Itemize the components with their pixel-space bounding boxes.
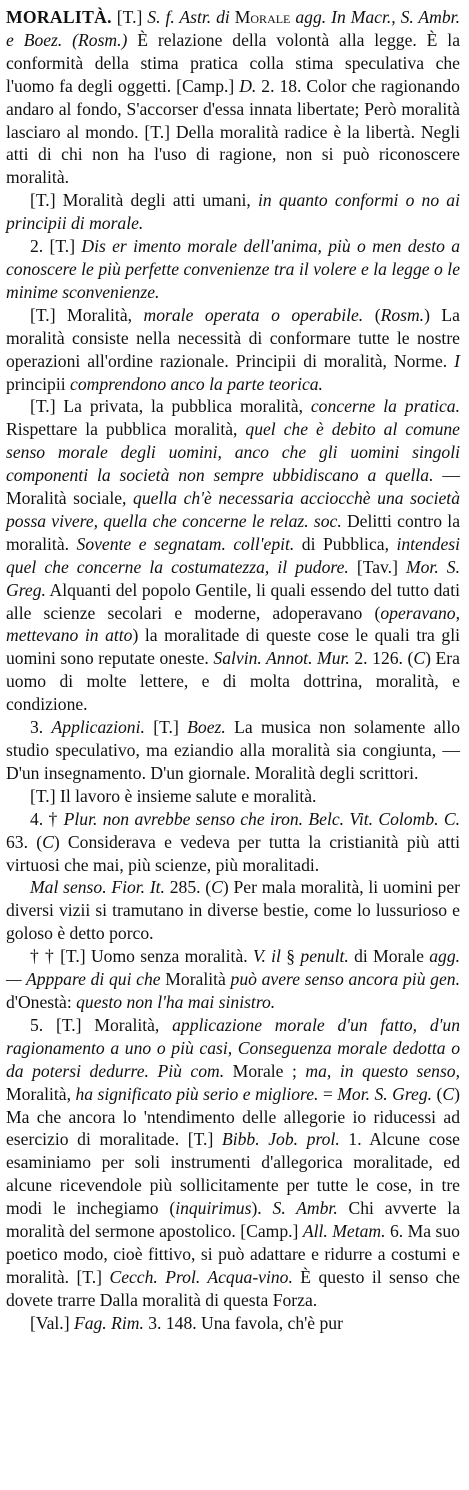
text-segment: [T.] Il lavoro è insieme salute e moralità. <box>30 785 317 806</box>
text-segment: Mal senso. Fior. It. <box>30 877 165 898</box>
text-segment: in quanto conformi o no ai principii di morale. <box>6 190 460 234</box>
text-segment: Sovente e segnatam. coll'epit. <box>76 533 295 554</box>
text-segment: principii <box>6 373 71 394</box>
text-segment: d'Onestà: <box>6 991 77 1012</box>
text-segment: ) Considerava e vedeva per tutta la cristianità più atti virtuosi che mai, più scienze, più moralitadi. <box>6 831 460 875</box>
text-segment: di Morale <box>348 946 430 967</box>
text-segment: Boez. <box>187 717 226 738</box>
text-segment: I <box>454 350 460 371</box>
dictionary-entry-moralita <box>6 6 460 1335</box>
text-segment: Rispettare la pubblica moralità, <box>6 419 246 440</box>
text-segment: concerne la pratica. <box>310 396 460 417</box>
text-segment: [Tav.] <box>348 556 406 577</box>
text-segment: [T.] Moralità, <box>30 304 144 325</box>
text-segment: ) Era uomo di molte lettere, e di molta dottrina, moralità, e condizione. <box>6 648 460 715</box>
text-segment: V. il <box>252 946 281 967</box>
text-segment: 3. 148. Una favola, ch'è pur <box>143 1312 343 1333</box>
text-segment: ( <box>363 304 381 325</box>
text-segment: Plur. non avrebbe senso che iron. Belc. Vit. Colomb. C. <box>63 808 460 829</box>
text-segment: C <box>42 831 54 852</box>
text-segment: Morale ; <box>224 1060 306 1081</box>
text-segment: ma, in questo senso, <box>305 1060 461 1081</box>
text-segment: Delitti contro la moralità. <box>6 510 461 554</box>
text-segment: di Pubblica, <box>294 533 397 554</box>
headword: MORALITÀ. <box>6 7 112 27</box>
text-segment: Moralità <box>160 969 231 990</box>
text-segment: Dis er imento morale dell'anima, più o men desto a conoscere le più perfette convenienze tra il volere e la legge o le minime sconvenienze. <box>6 236 460 302</box>
text-segment: [T.] Moralità degli atti umani, <box>30 190 258 211</box>
text-segment: C <box>211 877 223 898</box>
text-segment: Salvin. Annot. Mur. <box>213 648 350 669</box>
text-segment: Morale <box>234 7 291 27</box>
entry-paragraph-3 <box>6 235 460 304</box>
text-segment: ( <box>432 1083 443 1104</box>
text-segment: È questo il senso che dovete trarre Dalla moralità di questa Forza. <box>6 1266 460 1310</box>
text-segment: Applicazioni. <box>51 717 145 738</box>
text-segment: † † [T.] Uomo senza moralità. <box>30 946 253 967</box>
entry-paragraph-2 <box>6 189 460 235</box>
text-segment: [T.] La privata, la pubblica moralità, <box>30 396 311 417</box>
text-segment: Moralità, <box>6 1083 76 1104</box>
entry-paragraph-1 <box>6 6 460 189</box>
text-segment: morale operata o operabile. <box>143 304 364 325</box>
entry-paragraph-7 <box>6 785 460 808</box>
entry-paragraph-4 <box>6 304 460 396</box>
text-segment: ) la moralitade di queste cose le quali tra gli uomini sono reputate oneste. <box>6 625 460 669</box>
text-segment: D. <box>239 75 257 96</box>
text-segment: ) Ma che ancora lo 'ntendimento delle allegorie io riducessi ad esercizio di moralitade. [T.] <box>6 1083 460 1150</box>
text-segment: ) La moralità consiste nella necessità di conformare tutte le nostre operazioni all'ordine razionale. Principii di moralità, Norme. <box>6 304 460 371</box>
entry-paragraph-5 <box>6 395 460 716</box>
text-segment: Mor. S. Greg. <box>337 1083 433 1104</box>
text-segment: 2. 126. ( <box>349 648 414 669</box>
text-segment: [T.] <box>144 717 188 738</box>
text-segment: 63. ( <box>6 831 43 852</box>
text-segment: C <box>442 1083 455 1104</box>
entry-paragraph-10 <box>6 945 460 1014</box>
text-segment: S. Ambr. <box>272 1198 338 1219</box>
text-segment: § <box>280 946 301 967</box>
entry-paragraph-12 <box>6 1312 460 1335</box>
entry-paragraph-6 <box>6 716 460 785</box>
entry-paragraph-11 <box>6 1014 460 1312</box>
text-segment: 4. † <box>30 808 64 829</box>
text-segment: [Val.] <box>30 1312 74 1333</box>
text-segment: operavano, mettevano in atto <box>6 602 460 646</box>
text-segment: È relazione della volontà alla legge. È la conformità della stima pratica colla stima speculativa che l'uomo fa degli oggetti. [Camp.] <box>6 29 461 96</box>
text-segment: può avere senso ancora più gen. <box>230 969 460 990</box>
text-segment: Bibb. Job. prol. <box>221 1129 340 1150</box>
text-segment: quel che è debito al comune senso morale degli uomini, anco che gli uomini singoli componenti la società non sempre ubbidiscano a quella. <box>6 419 460 486</box>
text-segment: Mor. S. Greg. <box>6 556 460 600</box>
entry-paragraph-9 <box>6 876 460 945</box>
text-segment: = <box>318 1083 338 1104</box>
text-segment: penult. <box>300 946 349 967</box>
text-segment: intendesi quel che concerne la costumatezza, il pudore. <box>6 533 460 577</box>
text-segment: applicazione morale d'un fatto, d'un ragionamento a uno o più casi, Conseguenza morale dedotta o da potersi dedurre. Più com. <box>6 1014 460 1081</box>
text-segment: Alquanti del popolo Gentile, li quali essendo del tutto dati alle scienze secolari e moderne, adoperavano ( <box>6 579 460 623</box>
text-segment: 285. ( <box>164 877 212 898</box>
text-segment: 1. Alcune cose esaminiamo per soli instrumenti d'allegorica moralitade, ed alcune ricevendole più sollicitamente per tutte le cose, in tre modi le inchegiamo ( <box>6 1129 460 1219</box>
text-segment: Cecch. Prol. Acqua-vino. <box>109 1266 293 1287</box>
text-segment: — Moralità sociale, <box>6 465 460 509</box>
text-segment: 5. [T.] Moralità, <box>30 1014 173 1035</box>
text-segment: 2. [T.] <box>30 236 82 257</box>
text-segment: quella ch'è necessaria acciocchè una società possa vivere, quella che concerne le relaz. soc. <box>6 488 460 531</box>
text-segment: 6. Ma suo poetico modo, cioè fittivo, si può adattare e ridurre a costumi e moralità. [T.] <box>6 1221 460 1287</box>
entry-paragraph-8 <box>6 808 460 877</box>
text-segment: Rosm. <box>380 304 425 325</box>
text-segment: ha significato più serio e migliore. <box>75 1083 319 1104</box>
text-segment: agg. — Apppare di qui che <box>6 946 461 990</box>
text-segment: La musica non solamente allo studio speculativo, ma eziandio alla moralità sia congiunta, — D'un insegnamento. D'un giornale. Moralità degli scrittori. <box>6 717 461 783</box>
text-segment: agg. In Macr., S. Ambr. e Boez. (Rosm.) <box>6 7 460 50</box>
dictionary-page <box>6 6 460 1335</box>
text-segment: C <box>413 648 426 669</box>
text-segment: comprendono anco la parte teorica. <box>70 373 323 394</box>
text-segment: All. Metam. <box>302 1221 386 1242</box>
text-segment: 3. <box>30 717 52 738</box>
text-segment: inquirimus <box>175 1198 252 1219</box>
text-segment: Chi avverte la moralità del sermone apostolico. [Camp.] <box>6 1198 460 1242</box>
text-segment: ) Per mala moralità, li uomini per diversi vizii si tramutano in diverse bestie, come lo lussurioso e goloso è detto porco. <box>6 877 460 944</box>
text-segment: questo non l'ha mai sinistro. <box>76 991 276 1012</box>
text-segment: S. f. Astr. di <box>147 7 235 27</box>
text-segment: Fag. Rim. <box>73 1312 144 1333</box>
text-segment: [T.] <box>111 7 148 27</box>
text-segment: 2. 18. Color che ragionando andaro al fondo, S'accorser d'essa innata libertate; Però moralità lasciaro al mondo. [T.] Della moralità radice è la libertà. Negli atti di chi non ha l'uso di ragione, non si può riconoscere moralità. <box>6 75 460 188</box>
text-segment: ). <box>251 1198 273 1219</box>
